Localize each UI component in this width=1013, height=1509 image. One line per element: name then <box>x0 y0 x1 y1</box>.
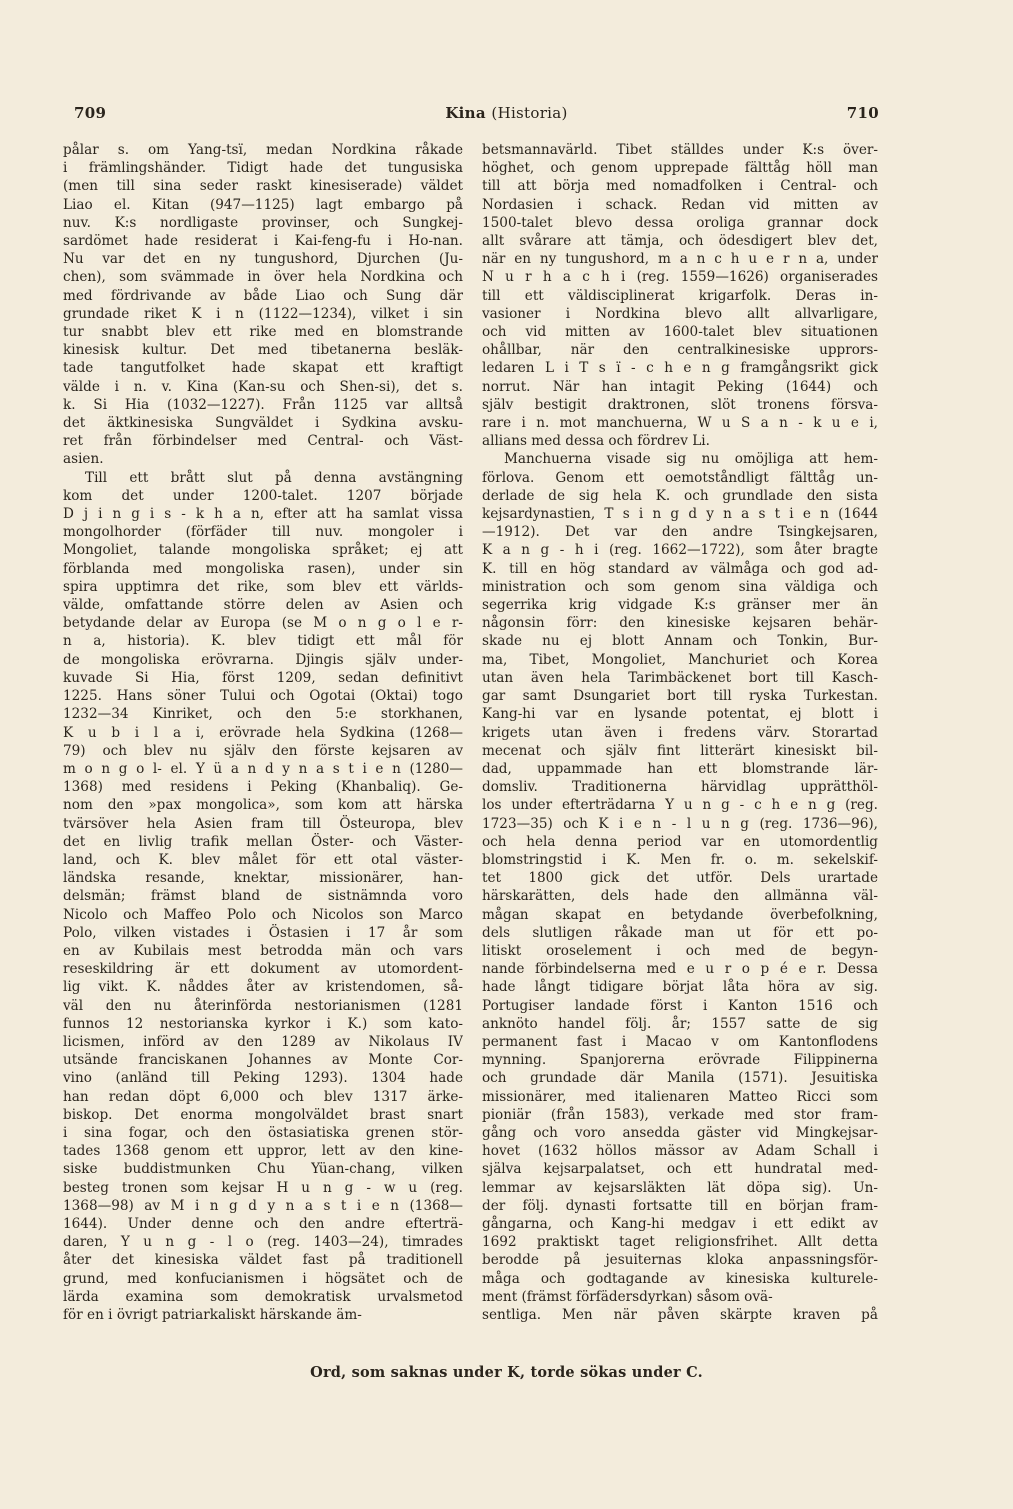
text-line: sentliga. Men när påven skärpte kraven på <box>482 1307 878 1323</box>
page-footer-note: Ord, som saknas under K, torde sökas under C. <box>310 1364 703 1381</box>
text-line: pålar s. om Yang-tsï, medan Nordkina råkade <box>63 142 463 158</box>
text-line: med fördrivande av både Liao och Sung där <box>63 287 463 304</box>
text-line: ministration och som genom sina väldiga och <box>482 578 878 595</box>
text-line: D j i n g i s - k h a n, efter att ha samlat vissa <box>63 506 463 523</box>
text-line: Manchuerna visade sig nu omöjliga att hem- <box>504 451 878 468</box>
text-line: Till ett brått slut på denna avstängning <box>85 469 463 486</box>
text-line: höghet, och genom upprepade fälttåg höll man <box>482 160 878 177</box>
text-line: land, och K. blev målet för ett otal väster- <box>63 851 463 868</box>
text-line: dels slutligen råkade man ut för ett po- <box>482 924 878 941</box>
text-line: (men till sina seder raskt kinesiserade) väldet <box>63 178 463 195</box>
text-line: betydande delar av Europa (se M o n g o l e r- <box>63 615 463 632</box>
text-line: Polo, vilken vistades i Östasien i 17 år som <box>63 924 463 941</box>
text-line: tet 1800 gick det utför. Dels urartade <box>482 870 878 887</box>
text-line: m o n g o l- el. Y ü a n d y n a s t i e n (1280— <box>63 760 463 777</box>
text-line: mongolhorder (förfäder till nuv. mongoler i <box>63 524 463 541</box>
text-line: och grundade där Manila (1571). Jesuitiska <box>482 1070 878 1087</box>
text-line: delsmän; främst bland de sistnämnda voro <box>63 888 463 905</box>
text-line: permanent fast i Macao v om Kantonflodens <box>482 1033 878 1050</box>
text-line: kuvade Si Hia, först 1209, sedan definitivt <box>63 669 463 686</box>
header-title: Kina <box>445 104 486 122</box>
text-line: ment (främst förfädersdyrkan) såsom ovä- <box>482 1288 773 1305</box>
text-line: lig vikt. K. nåddes åter av kristendomen, så- <box>63 979 463 996</box>
text-line: grund, med konfucianismen i högsätet och de <box>63 1270 463 1287</box>
text-line: —1912). Det var den andre Tsingkejsaren, <box>482 524 878 541</box>
text-line: 1500-talet blevo dessa oroliga grannar dock <box>482 214 878 231</box>
text-line: missionärer, med italienaren Matteo Ricci som <box>482 1088 878 1105</box>
text-line: dad, uppammade han ett blomstrande lär- <box>482 760 878 777</box>
text-line: någonsin förr: den kinesiske kejsaren behär- <box>482 615 878 632</box>
text-line: gångarna, och Kang-hi medgav i ett edikt av <box>482 1215 878 1232</box>
text-line: Portugiser landade först i Kanton 1516 och <box>482 997 878 1014</box>
text-line: reseskildring är ett dokument av utomordent- <box>63 961 463 978</box>
text-line: 1692 praktiskt taget religionsfrihet. Allt detta <box>482 1234 878 1251</box>
text-line: besteg tronen som kejsar H u n g - w u (reg. <box>63 1179 463 1196</box>
text-line: chen), som svämmade in över hela Nordkina och <box>63 269 463 286</box>
text-line: blomstringstid i K. Men fr. o. m. sekelskif- <box>482 851 878 868</box>
text-line: los under efterträdarna Y u n g - c h e n g (reg. <box>482 797 878 814</box>
text-line: k. Si Hia (1032—1227). Från 1125 var alltså <box>63 396 463 413</box>
text-line: ma, Tibet, Mongoliet, Manchuriet och Korea <box>482 651 878 668</box>
text-line: derlade de sig hela K. och grundlade den sista <box>482 487 878 504</box>
text-line: licismen, införd av den 1289 av Nikolaus IV <box>63 1033 463 1050</box>
text-line: tade tangutfolket hade skapat ett kraftigt <box>63 360 463 377</box>
text-line: 1368—98) av M i n g d y n a s t i e n (1368— <box>63 1197 463 1214</box>
left-text-column <box>63 141 463 1324</box>
left-page-number: 709 <box>74 104 107 122</box>
text-line: mecenat och själv fint litterärt kinesiskt bil- <box>482 742 878 759</box>
text-line: när en ny tungushord, m a n c h u e r n a, under <box>482 251 878 268</box>
text-line: hade långt tidigare börjat låta höra av sig. <box>482 979 878 996</box>
text-line: utan även hela Tarimbäckenet bort till Kasch- <box>482 669 878 686</box>
text-line: K. till en hög standard av välmåga och god ad- <box>482 560 878 577</box>
text-line: 1368) med residens i Peking (Khanbaliq). Ge- <box>63 779 463 796</box>
text-line: allt svårare att tämja, och ödesdigert blev det, <box>482 233 878 250</box>
text-line: 79) och blev nu själv den förste kejsaren av <box>63 742 463 759</box>
text-line: segerrika krig vidgade K:s gränser mer än <box>482 597 878 614</box>
text-line: tur snabbt blev ett rike med en blomstrande <box>63 324 463 341</box>
text-line: Nicolo och Maffeo Polo och Nicolos son Marco <box>63 906 463 923</box>
text-line: Liao el. Kitan (947—1125) lagt embargo på <box>63 196 463 213</box>
text-line: till ett väldisciplinerat krigarfolk. Deras in- <box>482 287 878 304</box>
text-line: siske buddistmunken Chu Yüan-chang, vilken <box>63 1161 463 1178</box>
text-line: rare i n. mot manchuerna, W u S a n - k u e i, <box>482 415 878 432</box>
text-line: domsliv. Traditionerna härvidlag upprätthöl- <box>482 779 878 796</box>
text-line: Kang-hi var en lysande potentat, ej blott i <box>482 706 878 723</box>
text-line: tades 1368 genom ett uppror, lett av den kine- <box>63 1143 463 1160</box>
text-line: han redan döpt 6,000 och blev 1317 ärke- <box>63 1088 463 1105</box>
text-line: för en i övrigt patriarkaliskt härskande äm- <box>63 1307 362 1323</box>
text-line: åter det kinesiska väldet fast på traditionell <box>63 1252 463 1269</box>
text-line: gar samt Dsungariet bort till ryska Turkestan. <box>482 688 878 705</box>
text-line: vino (anländ till Peking 1293). 1304 hade <box>63 1070 463 1087</box>
text-line: väl den nu återinförda nestorianismen (1281 <box>63 997 463 1014</box>
text-line: nuv. K:s nordligaste provinser, och Sungkej- <box>63 214 463 231</box>
text-line: berodde på jesuiternas kloka anpassningsför- <box>482 1252 878 1269</box>
text-line: välde, omfattande större delen av Asien och <box>63 597 463 614</box>
text-line: i främlingshänder. Tidigt hade det tungusiska <box>63 160 463 177</box>
text-line: och hela denna period var en utomordentlig <box>482 833 878 850</box>
text-line: Mongoliet, talande mongoliska språket; ej att <box>63 542 463 559</box>
right-text-column <box>482 141 878 1324</box>
text-line: K a n g - h i (reg. 1662—1722), som åter bragte <box>482 542 878 559</box>
text-line: ledaren L i T s ï - c h e n g framgångsrikt gick <box>482 360 878 377</box>
text-line: gång och voro ansedda gäster vid Mingkejsar- <box>482 1124 878 1141</box>
text-line: krigets utan även i fredens värv. Storartad <box>482 724 878 741</box>
header-subtitle: (Historia) <box>491 104 568 122</box>
text-line: Nu var det en ny tungushord, Djurchen (Ju- <box>63 251 463 268</box>
text-line: i sina fogar, och den östasiatiska grenen stör- <box>63 1124 463 1141</box>
text-line: n a, historia). K. blev tidigt ett mål för <box>63 633 463 650</box>
text-line: nande förbindelserna med e u r o p é e r. Dessa <box>482 961 878 978</box>
text-line: allians med dessa och fördrev Li. <box>482 433 710 450</box>
text-line: mågan skapat en betydande överbefolkning, <box>482 906 878 923</box>
text-line: litiskt oroselement i och med de begyn- <box>482 942 878 959</box>
text-line: pioniär (från 1583), verkade med stor fram- <box>482 1106 878 1123</box>
text-line: vasioner i Nordkina blevo allt allvarligare, <box>482 305 878 322</box>
text-line: daren, Y u n g - l o (reg. 1403—24), timrades <box>63 1234 463 1251</box>
text-line: skade nu ej blott Annam och Tonkin, Bur- <box>482 633 878 650</box>
text-line: kinesisk kultur. Det med tibetanerna besläk- <box>63 342 463 359</box>
text-line: sardömet hade residerat i Kai-feng-fu i Ho-nan. <box>63 233 463 250</box>
text-line: de mongoliska erövrarna. Djingis själv under- <box>63 651 463 668</box>
text-line: anknöto handel följ. år; 1557 satte de sig <box>482 1015 878 1032</box>
text-line: Nordasien i schack. Redan vid mitten av <box>482 196 878 213</box>
text-line: kom det under 1200-talet. 1207 började <box>63 487 463 504</box>
text-line: välde i n. v. Kina (Kan-su och Shen-si), det s. <box>63 378 463 395</box>
text-line: biskop. Det enorma mongolväldet brast snart <box>63 1106 463 1123</box>
text-line: betsmannavärld. Tibet ställdes under K:s över- <box>482 142 878 158</box>
text-line: hovet (1632 höllos mässor av Adam Schall i <box>482 1143 878 1160</box>
text-line: spira upptimra det rike, som blev ett världs- <box>63 578 463 595</box>
text-line: lärda examina som demokratisk urvalsmetod <box>63 1288 463 1305</box>
text-line: asien. <box>63 451 104 468</box>
text-line: der följ. dynasti fortsatte till en början fram- <box>482 1197 878 1214</box>
text-line: själv bestigit draktronen, slöt tronens försva- <box>482 396 878 413</box>
text-line: ländska resande, knektar, missionärer, han- <box>63 870 463 887</box>
text-line: till att börja med nomadfolken i Central- och <box>482 178 878 195</box>
text-line: ohållbar, när den centralkinesiske upprors- <box>482 342 878 359</box>
text-line: det äktkinesiska Sungväldet i Sydkina avsku- <box>63 415 463 432</box>
text-line: K u b i l a i, erövrade hela Sydkina (1268— <box>63 724 463 741</box>
text-line: och vid mitten av 1600-talet blev situationen <box>482 324 878 341</box>
text-line: härskarätten, dels hade den allmänna väl- <box>482 888 878 905</box>
text-line: det en livlig trafik mellan Öster- och Väster- <box>63 833 463 850</box>
text-line: 1723—35) och K i e n - l u n g (reg. 1736—96), <box>482 815 878 832</box>
text-line: 1225. Hans söner Tului och Ogotai (Oktai) togo <box>63 688 463 705</box>
text-line: 1644). Under denne och den andre efterträ- <box>63 1215 463 1232</box>
text-line: en av Kubilais mest betrodda män och vars <box>63 942 463 959</box>
text-line: tvärsöver hela Asien fram till Östeuropa, blev <box>63 815 463 832</box>
text-line: mynning. Spanjorerna erövrade Filippinerna <box>482 1052 878 1069</box>
text-line: grundade riket K i n (1122—1234), vilket i sin <box>63 305 463 322</box>
text-line: måga och godtagande av kinesiska kulturele- <box>482 1270 878 1287</box>
text-line: 1232—34 Kinriket, och den 5:e storkhanen, <box>63 706 463 723</box>
text-line: norrut. När han intagit Peking (1644) och <box>482 378 878 395</box>
text-line: förblanda med mongoliska rasen), under sin <box>63 560 463 577</box>
text-line: själva kejsarpalatset, och ett hundratal med- <box>482 1161 878 1178</box>
text-line: ret från förbindelser med Central- och Väst- <box>63 433 463 450</box>
text-line: kejsardynastien, T s i n g d y n a s t i e n (1644 <box>482 506 878 523</box>
text-line: utsände franciskanen Johannes av Monte Cor- <box>63 1052 463 1069</box>
text-line: lemmar av kejsarsläkten lät döpa sig). Un- <box>482 1179 878 1196</box>
text-line: nom den »pax mongolica», som kom att härska <box>63 797 463 814</box>
text-line: förlova. Genom ett oemotståndligt fälttåg un- <box>482 469 878 486</box>
right-page-number: 710 <box>846 104 879 122</box>
text-line: funnos 12 nestorianska kyrkor i K.) som kato- <box>63 1015 463 1032</box>
text-line: N u r h a c h i (reg. 1559—1626) organiserades <box>482 269 878 286</box>
